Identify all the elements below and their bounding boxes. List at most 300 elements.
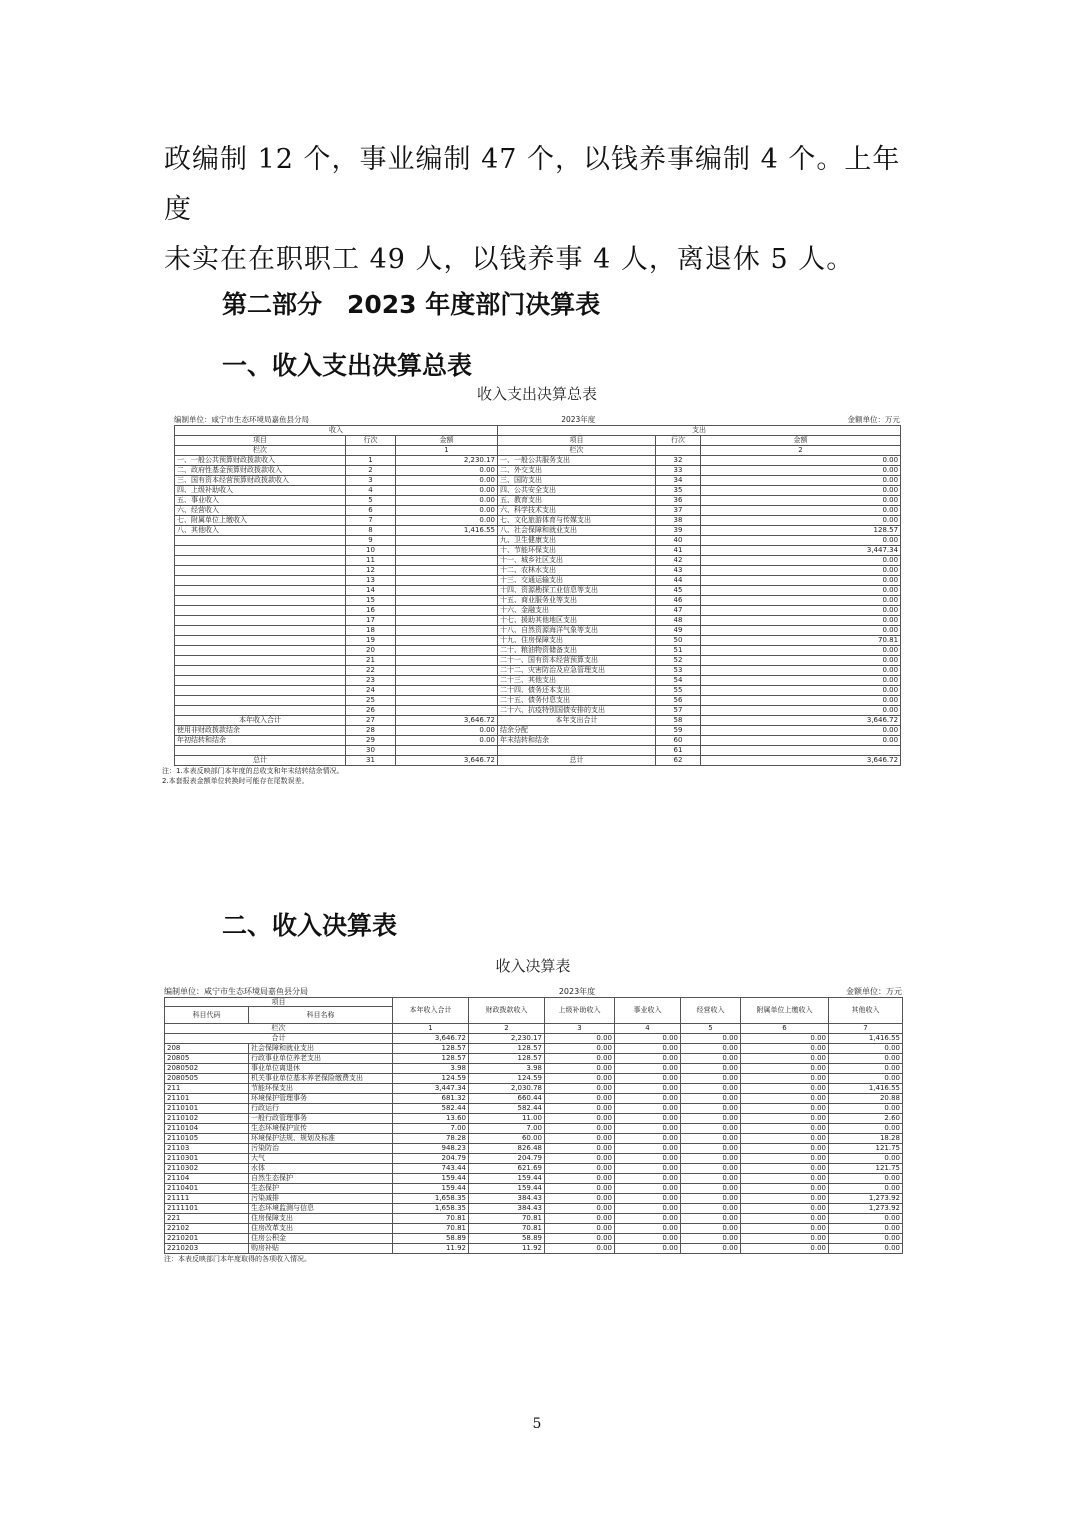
table2-note: 注：本表反映部门本年度取得的各项收入情况。 bbox=[164, 1255, 311, 1263]
table-cell: 128.57 bbox=[469, 1044, 545, 1054]
table-cell: 51 bbox=[656, 646, 701, 656]
table-cell: 0.00 bbox=[741, 1044, 829, 1054]
table-cell: 14 bbox=[346, 586, 396, 596]
table-cell: 0.00 bbox=[701, 626, 901, 636]
table-row bbox=[165, 1094, 903, 1104]
table-cell: 0.00 bbox=[701, 686, 901, 696]
table1-header-item: 项目 bbox=[175, 436, 346, 446]
table-row bbox=[175, 756, 901, 766]
table2-header-business: 事业收入 bbox=[615, 998, 681, 1024]
table-cell: 11.00 bbox=[469, 1114, 545, 1124]
table-cell: 15 bbox=[346, 596, 396, 606]
table-cell: 六、经营收入 bbox=[175, 506, 346, 516]
table2-col-2: 2 bbox=[469, 1024, 545, 1034]
table-cell: 0.00 bbox=[701, 706, 901, 716]
table-cell: 生态环境监测与信息 bbox=[249, 1204, 393, 1214]
table-row bbox=[175, 656, 901, 666]
table-cell: 1,273.92 bbox=[829, 1204, 903, 1214]
table-cell: 21101 bbox=[165, 1094, 249, 1104]
table-cell: 159.44 bbox=[393, 1174, 469, 1184]
table-cell: 0.00 bbox=[545, 1044, 615, 1054]
table-cell: 2,030.78 bbox=[469, 1084, 545, 1094]
table-cell: 0.00 bbox=[681, 1204, 741, 1214]
table-row bbox=[175, 666, 901, 676]
table-cell: 121.75 bbox=[829, 1144, 903, 1154]
table-row bbox=[175, 476, 901, 486]
table-cell: 70.81 bbox=[701, 636, 901, 646]
table-cell bbox=[396, 616, 498, 626]
table2-header-superior: 上级补助收入 bbox=[545, 998, 615, 1024]
table-cell: 37 bbox=[656, 506, 701, 516]
table-cell: 四、公共安全支出 bbox=[498, 486, 656, 496]
table-cell: 18.28 bbox=[829, 1134, 903, 1144]
table-cell: 582.44 bbox=[393, 1104, 469, 1114]
table-row bbox=[165, 1234, 903, 1244]
table-cell: 十九、住房保障支出 bbox=[498, 636, 656, 646]
table-cell: 0.00 bbox=[681, 1144, 741, 1154]
table-cell: 0.00 bbox=[701, 676, 901, 686]
table-cell: 0.00 bbox=[681, 1244, 741, 1254]
table-cell bbox=[175, 596, 346, 606]
table-cell: 十一、城乡社区支出 bbox=[498, 556, 656, 566]
table-cell: 38 bbox=[656, 516, 701, 526]
table-cell: 0.00 bbox=[615, 1174, 681, 1184]
table-row bbox=[175, 456, 901, 466]
table2-total-cell: 0.00 bbox=[545, 1034, 615, 1044]
table-cell: 128.57 bbox=[469, 1054, 545, 1064]
table-cell: 0.00 bbox=[615, 1244, 681, 1254]
table1-col-row-label: 栏次 bbox=[498, 446, 656, 456]
table-cell: 1,658.35 bbox=[393, 1194, 469, 1204]
table-cell bbox=[701, 746, 901, 756]
table-cell: 9 bbox=[346, 536, 396, 546]
table2-header-fiscal: 财政拨款收入 bbox=[469, 998, 545, 1024]
table-cell: 0.00 bbox=[681, 1214, 741, 1224]
table1-header-item: 项目 bbox=[498, 436, 656, 446]
table-cell: 十五、商业服务业等支出 bbox=[498, 596, 656, 606]
table-cell: 十七、援助其他地区支出 bbox=[498, 616, 656, 626]
table2-unit-left: 编制单位：咸宁市生态环境局嘉鱼县分局 bbox=[164, 987, 308, 996]
table-row bbox=[175, 616, 901, 626]
table-cell: 0.00 bbox=[396, 476, 498, 486]
table-row bbox=[165, 1134, 903, 1144]
table-cell: 70.81 bbox=[393, 1224, 469, 1234]
table-cell: 32 bbox=[656, 456, 701, 466]
table-cell: 948.23 bbox=[393, 1144, 469, 1154]
table-cell: 0.00 bbox=[829, 1224, 903, 1234]
table-row bbox=[165, 1114, 903, 1124]
table-cell bbox=[396, 666, 498, 676]
table-row bbox=[175, 626, 901, 636]
table-cell: 18 bbox=[346, 626, 396, 636]
table-cell: 44 bbox=[656, 576, 701, 586]
table-cell: 0.00 bbox=[545, 1144, 615, 1154]
table1-expense-label: 支出 bbox=[498, 426, 901, 436]
table-cell: 11.92 bbox=[393, 1244, 469, 1254]
table-cell: 0.00 bbox=[396, 726, 498, 736]
table-cell: 2080505 bbox=[165, 1074, 249, 1084]
table-row bbox=[175, 676, 901, 686]
table-cell bbox=[396, 556, 498, 566]
table2-col-5: 5 bbox=[681, 1024, 741, 1034]
table-cell: 743.44 bbox=[393, 1164, 469, 1174]
table-cell: 0.00 bbox=[741, 1124, 829, 1134]
table-cell: 13.60 bbox=[393, 1114, 469, 1124]
page-number: 5 bbox=[532, 1416, 542, 1432]
table-cell: 29 bbox=[346, 736, 396, 746]
table-cell: 本年收入合计 bbox=[175, 716, 346, 726]
table1-col-row-label: 栏次 bbox=[175, 446, 346, 456]
table-cell: 0.00 bbox=[681, 1074, 741, 1084]
table-cell: 0.00 bbox=[741, 1074, 829, 1084]
table-cell: 21103 bbox=[165, 1144, 249, 1154]
table1-grid bbox=[174, 425, 901, 766]
income-expense-summary-table bbox=[162, 383, 900, 786]
table-cell: 0.00 bbox=[701, 456, 901, 466]
table-cell: 十四、资源勘探工业信息等支出 bbox=[498, 586, 656, 596]
table-cell: 2110101 bbox=[165, 1104, 249, 1114]
table-cell: 0.00 bbox=[545, 1104, 615, 1114]
table-row bbox=[165, 1044, 903, 1054]
table2-total-cell: 3,646.72 bbox=[393, 1034, 469, 1044]
table-cell: 33 bbox=[656, 466, 701, 476]
table-cell: 0.00 bbox=[829, 1104, 903, 1114]
table-cell: 3,447.34 bbox=[393, 1084, 469, 1094]
table-cell: 211 bbox=[165, 1084, 249, 1094]
table-cell bbox=[396, 676, 498, 686]
table-cell: 0.00 bbox=[681, 1134, 741, 1144]
table-cell: 机关事业单位基本养老保险缴费支出 bbox=[249, 1074, 393, 1084]
table-cell: 221 bbox=[165, 1214, 249, 1224]
table-cell: 0.00 bbox=[615, 1054, 681, 1064]
table-cell: 五、事业收入 bbox=[175, 496, 346, 506]
table2-total-cell: 2,230.17 bbox=[469, 1034, 545, 1044]
table-cell: 22102 bbox=[165, 1224, 249, 1234]
table-cell: 60.00 bbox=[469, 1134, 545, 1144]
table-cell: 2080502 bbox=[165, 1064, 249, 1074]
table-cell: 0.00 bbox=[681, 1164, 741, 1174]
table-cell: 0.00 bbox=[741, 1154, 829, 1164]
table-row bbox=[175, 596, 901, 606]
table-cell: 43 bbox=[656, 566, 701, 576]
table2-header-affiliated: 附属单位上缴收入 bbox=[741, 998, 829, 1024]
table-cell: 事业单位离退休 bbox=[249, 1064, 393, 1074]
table-row bbox=[175, 536, 901, 546]
table-cell bbox=[175, 676, 346, 686]
table-cell: 0.00 bbox=[701, 606, 901, 616]
table-row bbox=[175, 636, 901, 646]
table-cell: 2.60 bbox=[829, 1114, 903, 1124]
table-cell: 0.00 bbox=[545, 1244, 615, 1254]
table-cell: 二十六、抗疫特别国债安排的支出 bbox=[498, 706, 656, 716]
table-cell: 0.00 bbox=[741, 1144, 829, 1154]
table-cell: 384.43 bbox=[469, 1194, 545, 1204]
table-cell: 1,416.55 bbox=[396, 526, 498, 536]
table-cell: 0.00 bbox=[741, 1184, 829, 1194]
table-cell: 二十五、债务付息支出 bbox=[498, 696, 656, 706]
table-cell: 0.00 bbox=[741, 1094, 829, 1104]
table-cell: 0.00 bbox=[545, 1234, 615, 1244]
table-cell: 78.28 bbox=[393, 1134, 469, 1144]
table-cell: 0.00 bbox=[615, 1134, 681, 1144]
table-cell: 384.43 bbox=[469, 1204, 545, 1214]
table-cell: 住房改革支出 bbox=[249, 1224, 393, 1234]
table-cell: 62 bbox=[656, 756, 701, 766]
table-cell: 11 bbox=[346, 556, 396, 566]
table-row bbox=[175, 716, 901, 726]
table-cell: 0.00 bbox=[545, 1064, 615, 1074]
table-cell: 121.75 bbox=[829, 1164, 903, 1174]
table-cell: 0.00 bbox=[545, 1204, 615, 1214]
table-cell: 70.81 bbox=[469, 1214, 545, 1224]
table-cell: 208 bbox=[165, 1044, 249, 1054]
table-cell: 42 bbox=[656, 556, 701, 566]
table-cell: 0.00 bbox=[829, 1154, 903, 1164]
table-row bbox=[175, 606, 901, 616]
table-cell: 3,646.72 bbox=[701, 756, 901, 766]
table-cell: 47 bbox=[656, 606, 701, 616]
table-cell: 7.00 bbox=[393, 1124, 469, 1134]
table-cell: 0.00 bbox=[741, 1114, 829, 1124]
table-cell: 0.00 bbox=[701, 556, 901, 566]
table-cell: 0.00 bbox=[701, 496, 901, 506]
table-cell bbox=[396, 586, 498, 596]
table-cell: 1,658.35 bbox=[393, 1204, 469, 1214]
table-cell: 0.00 bbox=[741, 1194, 829, 1204]
table-cell: 0.00 bbox=[545, 1074, 615, 1084]
table-row bbox=[175, 516, 901, 526]
table-cell: 31 bbox=[346, 756, 396, 766]
table-cell: 0.00 bbox=[681, 1094, 741, 1104]
table-cell: 0.00 bbox=[615, 1214, 681, 1224]
table1-col-2: 2 bbox=[701, 446, 901, 456]
table-cell bbox=[396, 746, 498, 756]
table-row bbox=[175, 586, 901, 596]
table-cell: 0.00 bbox=[681, 1184, 741, 1194]
table-cell: 2110104 bbox=[165, 1124, 249, 1134]
table-cell bbox=[175, 626, 346, 636]
table-cell: 一、一般公共预算财政拨款收入 bbox=[175, 456, 346, 466]
table-cell: 大气 bbox=[249, 1154, 393, 1164]
table1-income-label: 收入 bbox=[175, 426, 498, 436]
table-row bbox=[175, 746, 901, 756]
table2-unit-right: 金额单位：万元 bbox=[845, 987, 902, 996]
table-cell bbox=[396, 656, 498, 666]
table-cell: 0.00 bbox=[396, 736, 498, 746]
table-row bbox=[175, 526, 901, 536]
table-cell: 年末结转和结余 bbox=[498, 736, 656, 746]
table-cell: 2110401 bbox=[165, 1184, 249, 1194]
table-cell: 0.00 bbox=[741, 1164, 829, 1174]
table-cell: 0.00 bbox=[701, 476, 901, 486]
table-cell: 2210203 bbox=[165, 1244, 249, 1254]
table-cell: 8 bbox=[346, 526, 396, 536]
table-cell: 4 bbox=[346, 486, 396, 496]
table-cell: 0.00 bbox=[681, 1224, 741, 1234]
table-cell: 环境保护管理事务 bbox=[249, 1094, 393, 1104]
body-line-1: 政编制 12 个，事业编制 47 个，以钱养事编制 4 个。上年度 bbox=[164, 144, 901, 225]
table-cell: 13 bbox=[346, 576, 396, 586]
table-cell: 0.00 bbox=[681, 1104, 741, 1114]
table-cell: 0.00 bbox=[681, 1044, 741, 1054]
table-cell: 二十二、灾害防治及应急管理支出 bbox=[498, 666, 656, 676]
table2-unit-mid: 2023年度 bbox=[558, 987, 596, 996]
table-row bbox=[175, 736, 901, 746]
table-cell: 5 bbox=[346, 496, 396, 506]
table-cell: 0.00 bbox=[615, 1044, 681, 1054]
table-cell: 0.00 bbox=[545, 1114, 615, 1124]
table-cell: 56 bbox=[656, 696, 701, 706]
body-paragraph bbox=[164, 135, 924, 285]
table-cell: 23 bbox=[346, 676, 396, 686]
table-cell: 12 bbox=[346, 566, 396, 576]
table-cell: 八、其他收入 bbox=[175, 526, 346, 536]
table-cell: 54 bbox=[656, 676, 701, 686]
table-cell: 3.98 bbox=[469, 1064, 545, 1074]
table1-unit-left: 编制单位：咸宁市生态环境局嘉鱼县分局 bbox=[174, 415, 309, 424]
table-cell: 0.00 bbox=[615, 1224, 681, 1234]
table-cell: 70.81 bbox=[469, 1224, 545, 1234]
table-cell: 582.44 bbox=[469, 1104, 545, 1114]
table-cell: 681.32 bbox=[393, 1094, 469, 1104]
table-cell: 生态环境保护宣传 bbox=[249, 1124, 393, 1134]
table-cell bbox=[396, 606, 498, 616]
table1-header-amount: 金额 bbox=[396, 436, 498, 446]
table-cell: 3,447.34 bbox=[701, 546, 901, 556]
table2-meta bbox=[164, 986, 902, 997]
table-cell bbox=[396, 566, 498, 576]
table2-header-name: 科目名称 bbox=[249, 1007, 393, 1024]
table-cell bbox=[175, 576, 346, 586]
table-cell: 660.44 bbox=[469, 1094, 545, 1104]
table-cell: 159.44 bbox=[393, 1184, 469, 1194]
table2-header-total: 本年收入合计 bbox=[393, 998, 469, 1024]
table-cell: 0.00 bbox=[829, 1174, 903, 1184]
table-row bbox=[165, 1074, 903, 1084]
table-cell: 21 bbox=[346, 656, 396, 666]
table-cell: 11.92 bbox=[469, 1244, 545, 1254]
table1-unit-mid: 2023年度 bbox=[561, 415, 596, 424]
table2-total-cell: 0.00 bbox=[741, 1034, 829, 1044]
table-cell: 45 bbox=[656, 586, 701, 596]
table-cell: 二十四、债务还本支出 bbox=[498, 686, 656, 696]
table-cell: 0.00 bbox=[615, 1094, 681, 1104]
table-cell: 五、教育支出 bbox=[498, 496, 656, 506]
table-cell: 0.00 bbox=[545, 1124, 615, 1134]
table-cell: 159.44 bbox=[469, 1184, 545, 1194]
table-cell: 0.00 bbox=[545, 1094, 615, 1104]
table-cell: 二十一、国有资本经营预算支出 bbox=[498, 656, 656, 666]
table-cell: 七、附属单位上缴收入 bbox=[175, 516, 346, 526]
table-cell bbox=[175, 616, 346, 626]
table-row bbox=[175, 546, 901, 556]
table-cell: 2,230.17 bbox=[396, 456, 498, 466]
table-cell: 24 bbox=[346, 686, 396, 696]
table-cell: 0.00 bbox=[615, 1124, 681, 1134]
table-cell: 20 bbox=[346, 646, 396, 656]
table-cell: 0.00 bbox=[681, 1084, 741, 1094]
table-cell: 0.00 bbox=[829, 1044, 903, 1054]
table-cell: 3.98 bbox=[393, 1064, 469, 1074]
table-cell: 621.69 bbox=[469, 1164, 545, 1174]
table-cell bbox=[396, 536, 498, 546]
table-cell: 0.00 bbox=[829, 1214, 903, 1224]
table-cell: 0.00 bbox=[741, 1204, 829, 1214]
table2-group-label: 项目 bbox=[165, 998, 393, 1007]
table-row bbox=[175, 696, 901, 706]
table-cell: 26 bbox=[346, 706, 396, 716]
table-cell: 20805 bbox=[165, 1054, 249, 1064]
table2-title: 收入决算表 bbox=[495, 957, 571, 975]
table-cell bbox=[175, 706, 346, 716]
table-cell: 0.00 bbox=[396, 466, 498, 476]
table-cell: 35 bbox=[656, 486, 701, 496]
table-cell: 0.00 bbox=[396, 516, 498, 526]
table-cell: 10 bbox=[346, 546, 396, 556]
table-cell: 0.00 bbox=[396, 506, 498, 516]
table1-col-1: 1 bbox=[396, 446, 498, 456]
part-heading: 第二部分 2023 年度部门决算表 bbox=[222, 290, 601, 319]
table-cell: 0.00 bbox=[545, 1084, 615, 1094]
table-cell: 0.00 bbox=[701, 616, 901, 626]
table2-col-6: 6 bbox=[741, 1024, 829, 1034]
table-cell: 0.00 bbox=[615, 1114, 681, 1124]
table-cell bbox=[396, 596, 498, 606]
table-cell: 0.00 bbox=[681, 1154, 741, 1164]
table-cell bbox=[396, 646, 498, 656]
table-cell bbox=[396, 576, 498, 586]
table-row bbox=[165, 1184, 903, 1194]
table-cell: 一般行政管理事务 bbox=[249, 1114, 393, 1124]
table-cell: 自然生态保护 bbox=[249, 1174, 393, 1184]
table-row bbox=[165, 1064, 903, 1074]
table1-title: 收入支出决算总表 bbox=[476, 385, 597, 403]
table-cell: 28 bbox=[346, 726, 396, 736]
table-cell bbox=[175, 646, 346, 656]
table-cell: 0.00 bbox=[545, 1184, 615, 1194]
table-cell: 36 bbox=[656, 496, 701, 506]
table-cell: 0.00 bbox=[829, 1074, 903, 1084]
table-cell: 0.00 bbox=[829, 1124, 903, 1134]
table-cell: 55 bbox=[656, 686, 701, 696]
table-cell: 总计 bbox=[175, 756, 346, 766]
table-cell bbox=[175, 556, 346, 566]
table-cell: 3,646.72 bbox=[701, 716, 901, 726]
table-cell: 0.00 bbox=[701, 666, 901, 676]
table-cell: 行政运行 bbox=[249, 1104, 393, 1114]
table-cell: 124.59 bbox=[393, 1074, 469, 1084]
table-cell: 2110102 bbox=[165, 1114, 249, 1124]
table-cell: 0.00 bbox=[681, 1174, 741, 1184]
body-line-2: 未实在在职职工 49 人，以钱养事 4 人，离退休 5 人。 bbox=[164, 244, 855, 275]
table-cell: 0.00 bbox=[829, 1184, 903, 1194]
table-row bbox=[175, 566, 901, 576]
table-cell: 0.00 bbox=[829, 1244, 903, 1254]
table-cell bbox=[396, 686, 498, 696]
table-cell: 生态保护 bbox=[249, 1184, 393, 1194]
table-cell: 2 bbox=[346, 466, 396, 476]
table-cell: 十、节能环保支出 bbox=[498, 546, 656, 556]
section1-heading: 一、收入支出决算总表 bbox=[222, 351, 473, 380]
table-cell: 水体 bbox=[249, 1164, 393, 1174]
table-cell: 十二、农林水支出 bbox=[498, 566, 656, 576]
table-row bbox=[175, 726, 901, 736]
table-cell: 0.00 bbox=[741, 1054, 829, 1064]
table-cell: 25 bbox=[346, 696, 396, 706]
table-cell: 0.00 bbox=[545, 1174, 615, 1184]
table-cell bbox=[175, 696, 346, 706]
table1-note-1: 注：1.本表反映部门本年度的总收支和年末结转结余情况。 bbox=[162, 767, 344, 775]
